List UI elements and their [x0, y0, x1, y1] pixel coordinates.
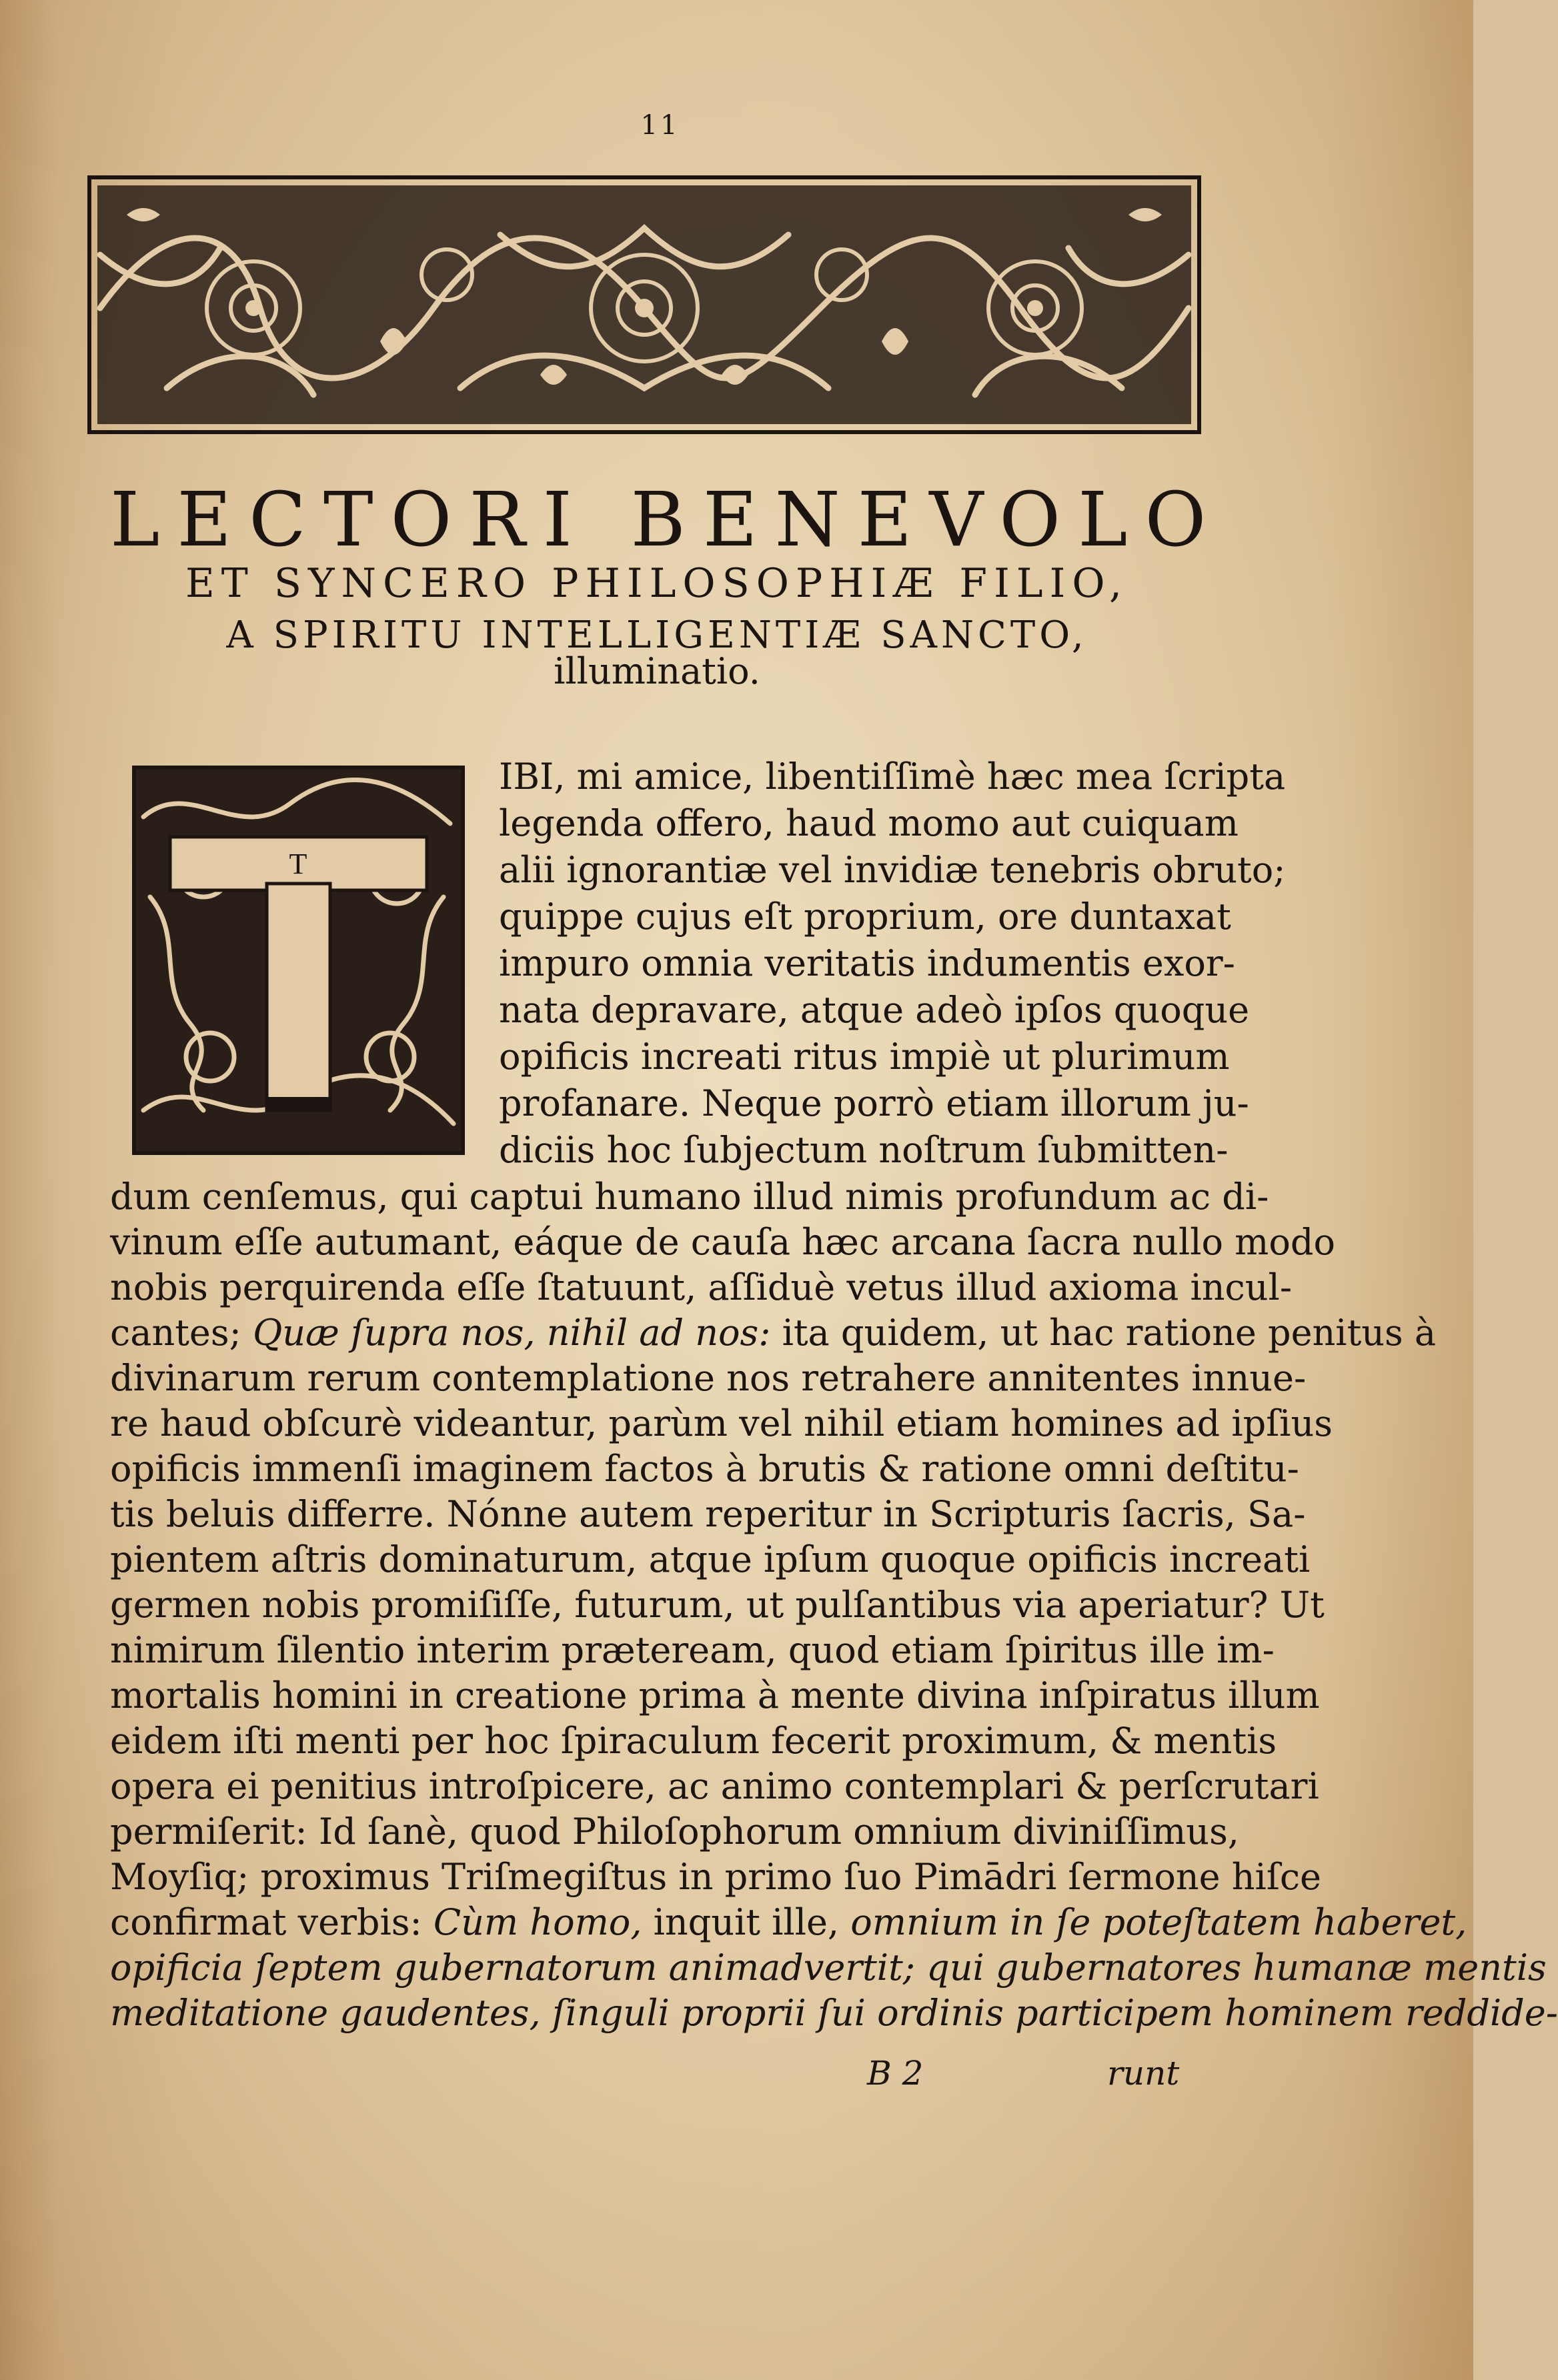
text-line: opificis increati ritus impiè ut plurimum: [499, 1036, 1230, 1078]
text-line: permiſerit: Id ſanè, quod Philoſophorum omnium diviniſſimus,: [110, 1811, 1239, 1853]
signature-mark: B 2: [867, 2054, 924, 2093]
drop-cap-ornament-icon: [130, 764, 467, 1157]
text-line: nata depravare, atque adeò ipſos quoque: [499, 989, 1250, 1031]
text-line: nobis perquirenda eſſe ſtatuunt, aſſiduè vetus illud axioma incul-: [110, 1266, 1293, 1308]
text-span: cantes;: [110, 1312, 253, 1354]
text-line: [110, 1899, 1467, 1946]
text-line: legenda offero, haud momo aut cuiquam: [499, 802, 1239, 844]
text-line: opificis immenſi imaginem factos à brutis & ratione omni deſtitu-: [110, 1448, 1299, 1490]
text-line: dum cenſemus, qui captui humano illud nimis profundum ac di-: [110, 1176, 1269, 1218]
text-line: mortalis homini in creatione prima à mente divina inſpiratus illum: [110, 1674, 1320, 1716]
title-line-4: illuminatio.: [554, 650, 760, 692]
text-line: [110, 1945, 1547, 1991]
text-line: pientem aſtris dominaturum, atque ipſum quoque opificis increati: [110, 1538, 1311, 1580]
quote-span: opificia ſeptem gubernatorum animadvertit; qui gubernatores humanæ mentis: [110, 1947, 1547, 1989]
quote-span: Cùm homo,: [433, 1901, 642, 1943]
text-line: germen nobis promiſiſſe, futurum, ut pulſantibus via aperiatur? Ut: [110, 1584, 1325, 1626]
text-line: IBI, mi amice, libentiſſimè hæc mea ſcripta: [499, 756, 1286, 798]
text-line: divinarum rerum contemplatione nos retrahere annitentes innue-: [110, 1357, 1307, 1399]
text-line: vinum eſſe autumant, eáque de cauſa hæc arcana ſacra nullo modo: [110, 1221, 1335, 1263]
text-line: [110, 1990, 1558, 2037]
text-span: inquit ille,: [642, 1901, 851, 1943]
text-line: alii ignorantiæ vel invidiæ tenebris obruto;: [499, 849, 1286, 891]
text-line: [110, 1310, 1437, 1356]
text-line: tis beluis differre. Nónne autem reperitur in Scripturis ſacris, Sa-: [110, 1493, 1306, 1535]
text-span: confirmat verbis:: [110, 1901, 434, 1943]
text-span: ita quidem, ut hac ratione penitus à: [770, 1312, 1437, 1354]
text-line: eidem iſti menti per hoc ſpiraculum fecerit proximum, & mentis: [110, 1720, 1277, 1762]
text-line: diciis hoc ſubjectum noſtrum ſubmitten-: [499, 1129, 1229, 1171]
text-line: re haud obſcurè videantur, parùm vel nihil etiam homines ad ipſius: [110, 1402, 1333, 1444]
quote-span: omnium in ſe poteſtatem haberet,: [850, 1901, 1467, 1943]
page-number: 11: [640, 110, 680, 141]
title-line-1: LECTORI BENEVOLO: [110, 477, 1224, 563]
ornamental-headpiece-icon: [87, 175, 1202, 435]
title-line-2: ET SYNCERO PHILOSOPHIÆ FILIO,: [185, 560, 1129, 607]
title-line-3: A SPIRITU INTELLIGENTIÆ SANCTO,: [226, 614, 1088, 657]
text-line: nimirum ſilentio interim præteream, quod etiam ſpiritus ille im-: [110, 1629, 1275, 1671]
text-line: opera ei penitius introſpicere, ac animo contemplari & perſcrutari: [110, 1765, 1319, 1807]
text-line: impuro omnia veritatis indumentis exor-: [499, 942, 1235, 984]
drop-cap-letter: T: [289, 848, 307, 880]
text-line: Moyſiq; proximus Triſmegiſtus in primo ſuo Pimādri ſermone hiſce: [110, 1856, 1322, 1898]
text-line: quippe cujus eſt proprium, ore duntaxat: [499, 896, 1231, 938]
text-line: profanare. Neque porrò etiam illorum ju-: [499, 1082, 1249, 1124]
quoted-axiom: Quæ ſupra nos, nihil ad nos:: [252, 1312, 771, 1354]
catchword: runt: [1107, 2054, 1180, 2093]
quote-span: meditatione gaudentes, ſinguli proprii ſui ordinis participem hominem reddide-: [110, 1992, 1558, 2034]
